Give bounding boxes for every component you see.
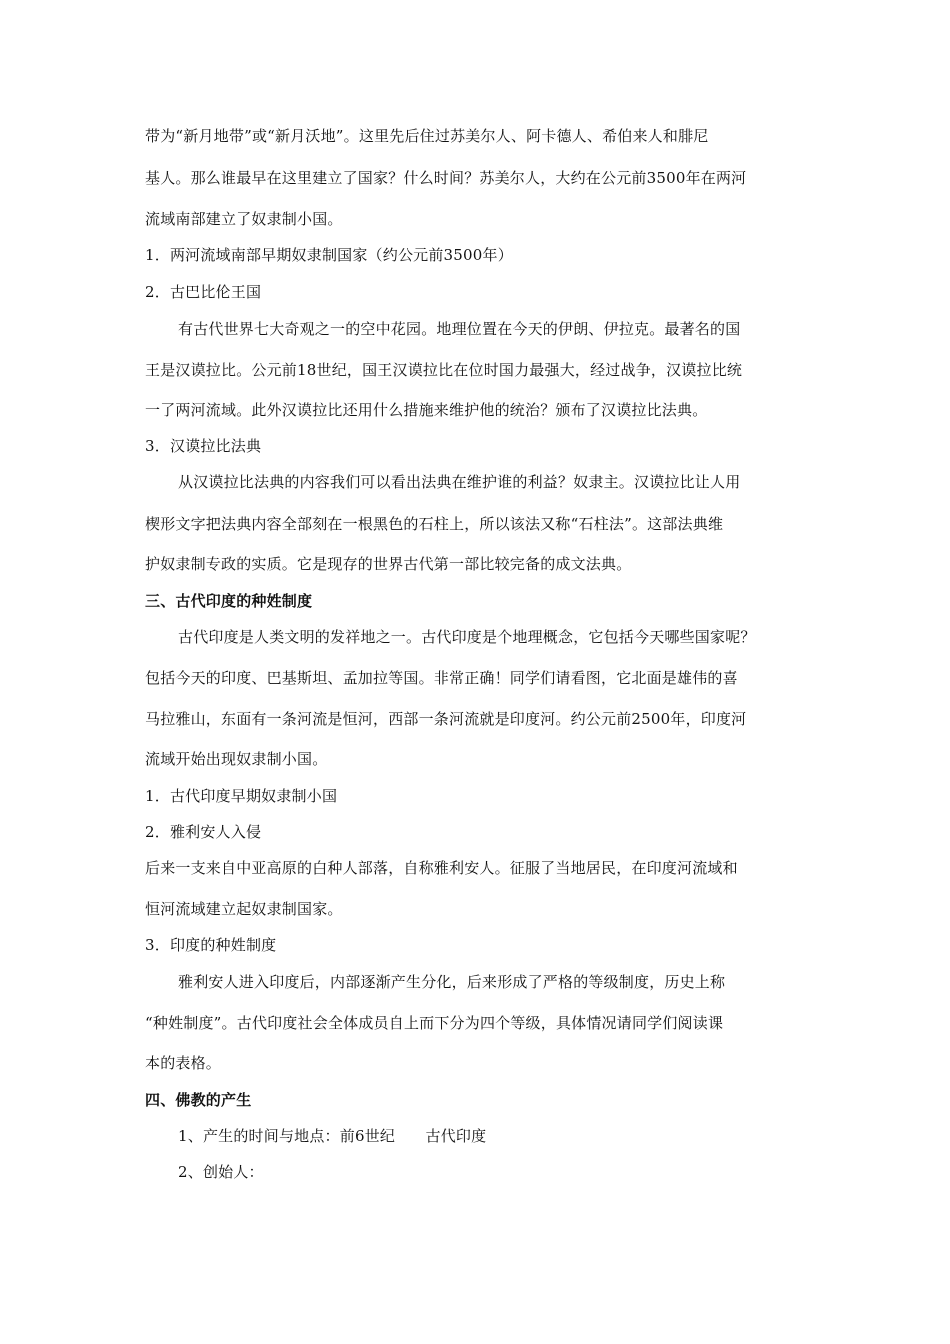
- paragraph-line: 马拉雅山，东面有一条河流是恒河，西部一条河流就是印度河。约公元前2500年，印度河: [145, 710, 747, 728]
- section-heading: 四、佛教的产生: [145, 1091, 252, 1109]
- list-item: 3．汉谟拉比法典: [145, 437, 262, 455]
- paragraph-line: 包括今天的印度、巴基斯坦、孟加拉等国。非常正确！同学们请看图，它北面是雄伟的喜: [145, 669, 738, 687]
- section-heading: 三、古代印度的种姓制度: [145, 592, 313, 610]
- paragraph-line: 护奴隶制专政的实质。它是现存的世界古代第一部比较完备的成文法典。: [145, 555, 632, 573]
- list-item: 3．印度的种姓制度: [145, 936, 277, 954]
- paragraph-line: 有古代世界七大奇观之一的空中花园。地理位置在今天的伊朗、伊拉克。最著名的国: [178, 320, 741, 338]
- paragraph-line: 一了两河流域。此外汉谟拉比还用什么措施来维护他的统治？颁布了汉谟拉比法典。: [145, 401, 708, 419]
- paragraph-line: 流域开始出现奴隶制小国。: [145, 750, 328, 768]
- list-item: 1．古代印度早期奴隶制小国: [145, 787, 338, 805]
- list-item: 2．雅利安人入侵: [145, 823, 262, 841]
- paragraph-line: 王是汉谟拉比。公元前18世纪，国王汉谟拉比在位时国力最强大，经过战争，汉谟拉比统: [145, 361, 743, 379]
- paragraph-line: 古代印度是人类文明的发祥地之一。古代印度是个地理概念，它包括今天哪些国家呢？: [178, 628, 756, 646]
- list-item: 1．两河流域南部早期奴隶制国家（约公元前3500年）: [145, 246, 513, 264]
- paragraph-line: 带为“新月地带”或“新月沃地”。这里先后住过苏美尔人、阿卡德人、希伯来人和腓尼: [145, 127, 709, 145]
- list-item: 2．古巴比伦王国: [145, 283, 262, 301]
- list-item: 2、创始人：: [178, 1163, 264, 1181]
- paragraph-line: 本的表格。: [145, 1054, 222, 1072]
- list-item: 1、产生的时间与地点：前6世纪 古代印度: [178, 1127, 487, 1145]
- paragraph-line: 从汉谟拉比法典的内容我们可以看出法典在维护谁的利益？奴隶主。汉谟拉比让人用: [178, 473, 741, 491]
- paragraph-line: 雅利安人进入印度后，内部逐渐产生分化，后来形成了严格的等级制度，历史上称: [178, 973, 726, 991]
- paragraph-line: 恒河流域建立起奴隶制国家。: [145, 900, 343, 918]
- paragraph-line: 流域南部建立了奴隶制小国。: [145, 210, 343, 228]
- paragraph-line: “种姓制度”。古代印度社会全体成员自上而下分为四个等级，具体情况请同学们阅读课: [145, 1014, 724, 1032]
- paragraph-line: 楔形文字把法典内容全部刻在一根黑色的石柱上，所以该法又称“石柱法”。这部法典维: [145, 515, 724, 533]
- paragraph-line: 后来一支来自中亚高原的白种人部落，自称雅利安人。征服了当地居民，在印度河流域和: [145, 859, 738, 877]
- paragraph-line: 基人。那么谁最早在这里建立了国家？什么时间？苏美尔人，大约在公元前3500年在两河: [145, 169, 747, 187]
